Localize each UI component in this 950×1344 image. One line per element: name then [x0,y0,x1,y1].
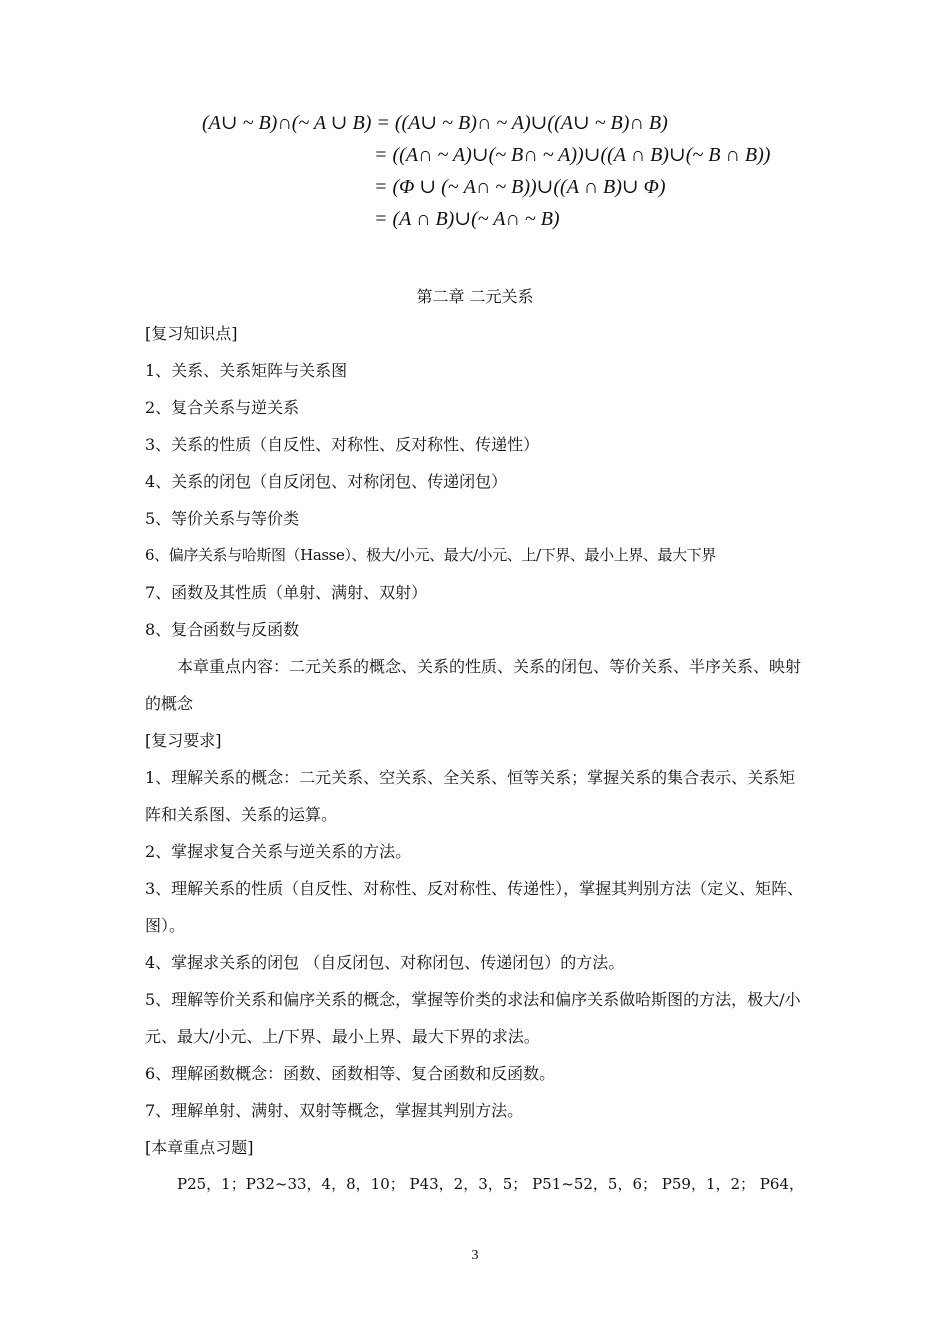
formula-line-1: (A∪ ~ B)∩(~ A ∪ B) = ((A∪ ~ B)∩ ~ A)∪((A∪ ~ B)∩ B) [202,112,668,134]
exercises-heading: [本章重点习题] [145,1138,254,1157]
formula-line-3: = (Φ ∪ (~ A∩ ~ B))∪((A ∩ B)∪ Φ) [374,176,666,198]
requirement-item: 2、掌握求复合关系与逆关系的方法。 [145,842,412,861]
review-points-heading: [复习知识点] [145,324,238,343]
review-point-item: 2、复合关系与逆关系 [145,398,300,417]
requirements-heading: [复习要求] [145,731,222,750]
requirement-item: 1、理解关系的概念：二元关系、空关系、全关系、恒等关系；掌握关系的集合表示、关系矩阵和关系图、关系的运算。 [145,768,796,824]
requirement-item: 3、理解关系的性质（自反性、对称性、反对称性、传递性），掌握其判别方法（定义、矩阵、图）。 [145,879,804,935]
requirement-item: 6、理解函数概念：函数、函数相等、复合函数和反函数。 [145,1064,556,1083]
requirement-item: 4、掌握求关系的闭包 （自反闭包、对称闭包、传递闭包）的方法。 [145,953,625,972]
review-point-item: 4、关系的闭包（自反闭包、对称闭包、传递闭包） [145,472,508,491]
requirement-item: 5、理解等价关系和偏序关系的概念，掌握等价类的求法和偏序关系做哈斯图的方法，极大/小元、最大/小元、上/下界、最小上界、最大下界的求法。 [145,990,801,1046]
exercises-list: P25，1；P32~33，4，8，10； P43，2，3，5； P51~52，5，6； P59，1，2； P64， [177,1175,804,1193]
review-point-item: 7、函数及其性质（单射、满射、双射） [145,583,428,602]
review-point-item: 6、偏序关系与哈斯图（Hasse）、极大/小元、最大/小元、上/下界、最小上界、最大下界 [145,546,716,564]
review-point-item: 1、关系、关系矩阵与关系图 [145,361,348,380]
chapter-title: 第二章 二元关系 [416,287,534,306]
key-content-paragraph: 本章重点内容：二元关系的概念、关系的性质、关系的闭包、等价关系、半序关系、映射的概念 [145,657,802,713]
review-point-item: 5、等价关系与等价类 [145,509,300,528]
page-number: 3 [471,1248,479,1263]
formula-line-4: = (A ∩ B)∪(~ A∩ ~ B) [374,208,560,230]
formula-line-2: = ((A∩ ~ A)∪(~ B∩ ~ A))∪((A ∩ B)∪(~ B ∩ B)) [374,144,771,166]
review-point-item: 8、复合函数与反函数 [145,620,300,639]
requirement-item: 7、理解单射、满射、双射等概念，掌握其判别方法。 [145,1101,524,1120]
review-point-item: 3、关系的性质（自反性、对称性、反对称性、传递性） [145,435,540,454]
